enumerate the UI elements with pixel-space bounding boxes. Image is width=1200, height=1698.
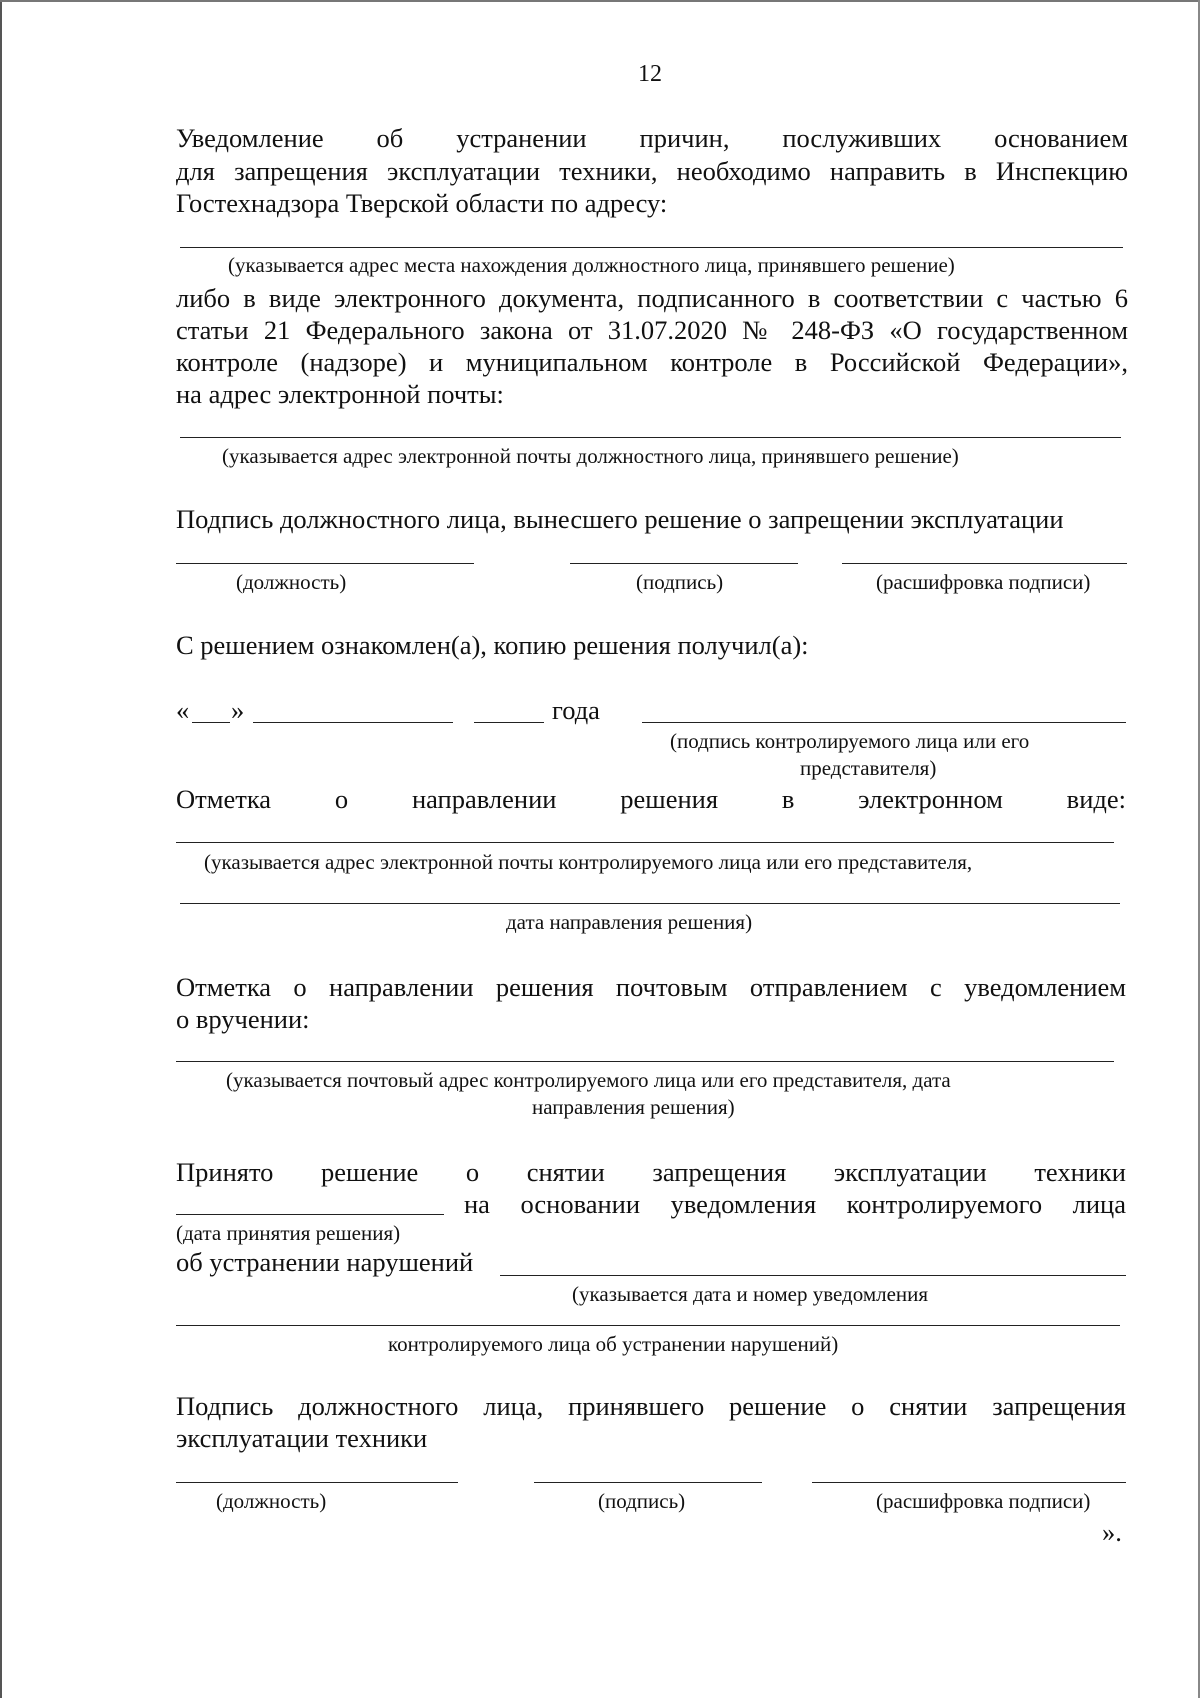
postal-mark-line-1: Отметка о направлении решения почтовым отправлением с уведомлением — [176, 972, 1126, 1002]
notice-line-3: Гостехнадзора Тверской области по адресу: — [176, 188, 668, 218]
date-close-quote: » — [231, 695, 245, 725]
date-open-quote: « — [176, 695, 190, 725]
send-date-line — [180, 903, 1120, 904]
position-line-2 — [176, 1482, 458, 1483]
hint-postal-1: (указывается почтовый адрес контролируемого лица или его представителя, дата — [226, 1068, 951, 1092]
electronic-mark: Отметка о направлении решения в электронном виде: — [176, 784, 1126, 814]
lift-date-line — [176, 1214, 444, 1215]
notice-tail-line — [176, 1325, 1120, 1326]
controlled-email-line — [176, 842, 1114, 843]
acquainted-heading: С решением ознакомлен(а), копию решения получил(а): — [176, 630, 809, 660]
postal-mark-line-2: о вручении: — [176, 1004, 310, 1034]
hint-address: (указывается адрес места нахождения должностного лица, принявшего решение) — [228, 253, 955, 277]
decoding-line-2 — [812, 1482, 1126, 1483]
hint-controlled-email: (указывается адрес электронной почты контролируемого лица или его представителя, — [204, 850, 973, 874]
email-input-line — [180, 437, 1121, 438]
notice-line-1: Уведомление об устранении причин, послуживших основанием — [176, 123, 1128, 153]
lift-line-1: Принято решение о снятии запрещения эксплуатации техники — [176, 1157, 1126, 1187]
signature-heading-1: Подпись должностного лица, вынесшего решение о запрещении эксплуатации — [176, 504, 1064, 534]
hint-notice-number: (указывается дата и номер уведомления — [572, 1282, 929, 1306]
hint-email: (указывается адрес электронной почты должностного лица, принявшего решение) — [222, 444, 959, 468]
hint-controlled-signature-2: представителя) — [800, 756, 937, 780]
signature-heading-2-line-2: эксплуатации техники — [176, 1423, 428, 1453]
lift-date-hint: (дата принятия решения) — [176, 1221, 401, 1245]
notice-number-line — [500, 1275, 1126, 1276]
label-signature-1: (подпись) — [636, 570, 724, 594]
label-signature-2: (подпись) — [598, 1489, 686, 1513]
lift-line-3: об устранении нарушений — [176, 1247, 474, 1277]
signature-heading-2-line-1: Подпись должностного лица, принявшего решение о снятии запрещения — [176, 1391, 1126, 1421]
postal-address-line — [176, 1061, 1114, 1062]
lift-line-2: на основании уведомления контролируемого лица — [464, 1189, 1126, 1219]
label-decoding-1: (расшифровка подписи) — [876, 570, 1091, 594]
closing-mark: ». — [1102, 1517, 1122, 1547]
label-position-2: (должность) — [216, 1489, 327, 1513]
hint-notice-tail: контролируемого лица об устранении нарушений) — [388, 1332, 839, 1356]
electronic-line-1: либо в виде электронного документа, подписанного в соответствии с частью 6 — [176, 283, 1128, 313]
scan-border-left — [0, 0, 2, 1698]
hint-controlled-signature-1: (подпись контролируемого лица или его — [670, 729, 1030, 753]
label-position-1: (должность) — [236, 570, 347, 594]
address-input-line — [180, 247, 1123, 248]
date-year-word: года — [552, 695, 600, 725]
date-day-line — [192, 722, 230, 723]
notice-line-2: для запрещения эксплуатации техники, необходимо направить в Инспекцию — [176, 156, 1128, 186]
date-year-line — [474, 722, 544, 723]
electronic-line-3: контроле (надзоре) и муниципальном контроле в Российской Федерации», — [176, 347, 1128, 377]
position-line-1 — [176, 563, 474, 564]
electronic-line-4: на адрес электронной почты: — [176, 379, 504, 409]
controlled-signature-line — [642, 722, 1126, 723]
hint-postal-2: направления решения) — [532, 1095, 735, 1119]
date-month-line — [253, 722, 453, 723]
electronic-line-2: статьи 21 Федерального закона от 31.07.2020 № 248-ФЗ «О государственном — [176, 315, 1128, 345]
signature-line-2 — [534, 1482, 762, 1483]
scan-border-top — [0, 0, 1200, 2]
page-number: 12 — [638, 61, 662, 87]
label-decoding-2: (расшифровка подписи) — [876, 1489, 1091, 1513]
signature-line-1 — [570, 563, 798, 564]
hint-send-date: дата направления решения) — [506, 910, 753, 934]
decoding-line-1 — [842, 563, 1127, 564]
